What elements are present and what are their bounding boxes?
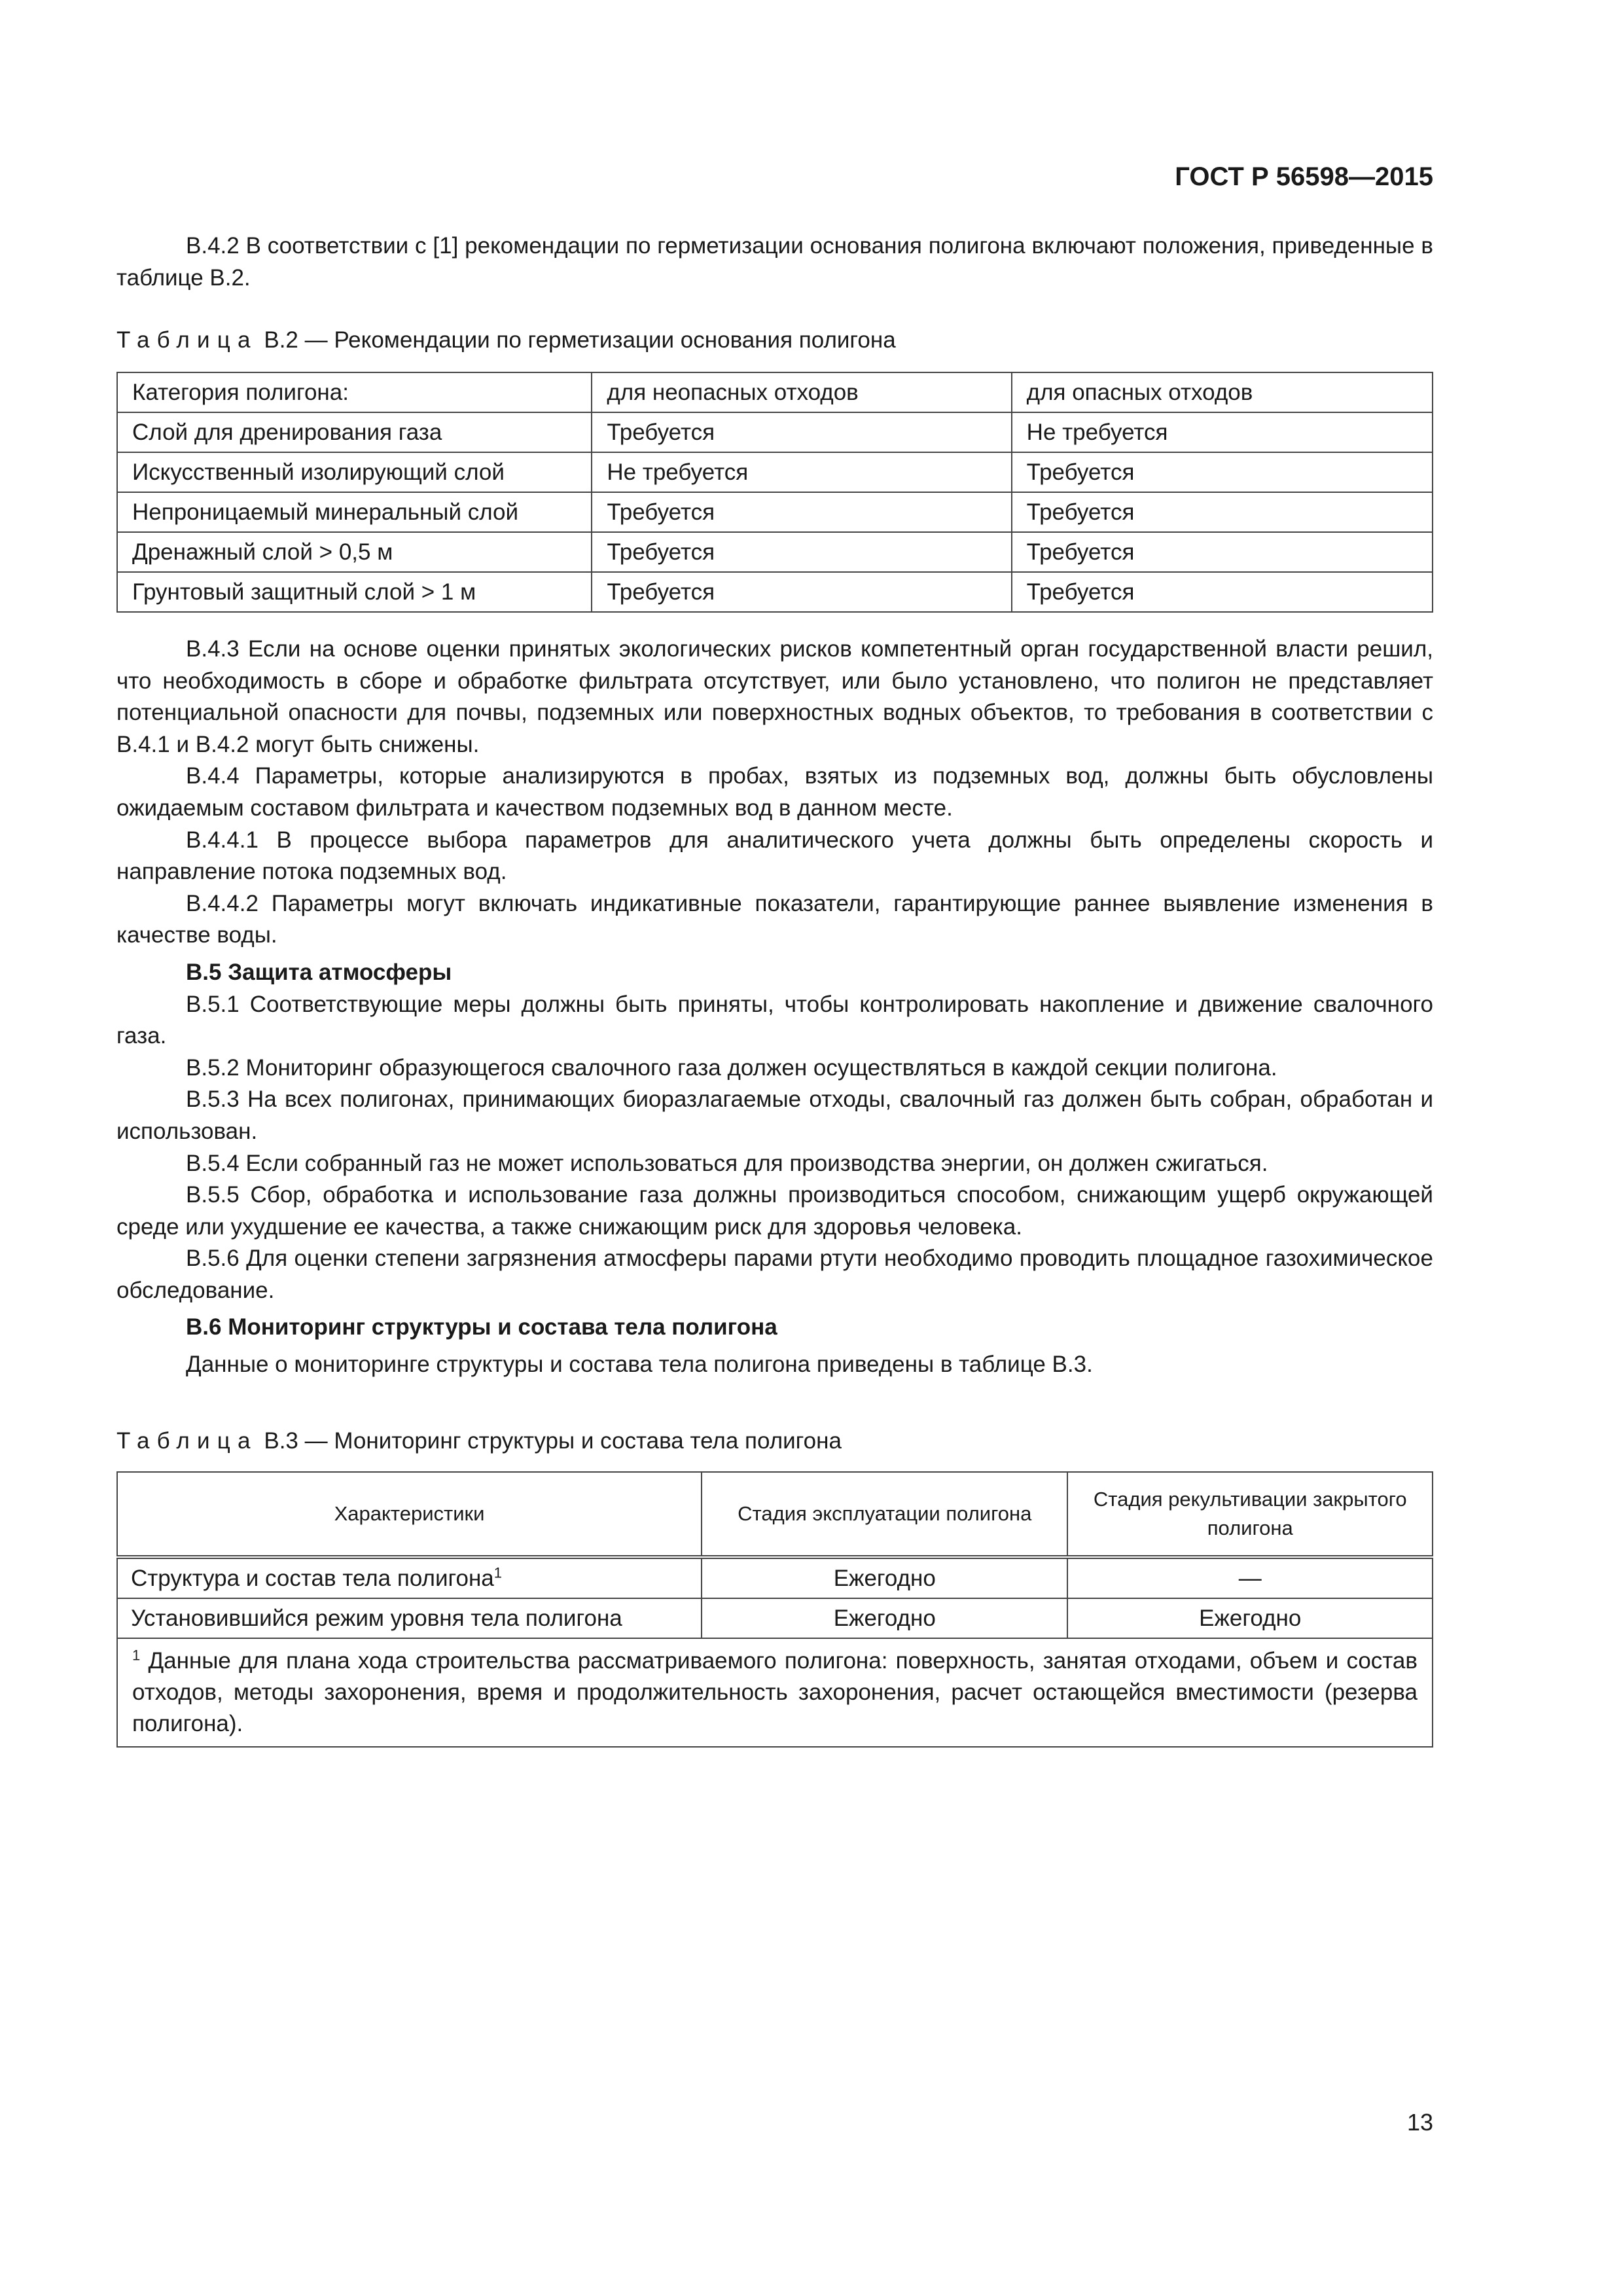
- section-b4-body: [116, 634, 1433, 1381]
- paragraph-b441: В.4.4.1 В процессе выбора параметров для аналитического учета должны быть определены скорость и направление потока подземных вод.: [116, 827, 1433, 885]
- table-header-cell: Стадия рекультивации закрытого полигона: [1067, 1472, 1433, 1557]
- table-cell: Требуется: [592, 572, 1011, 612]
- paragraph-b43: В.4.3 Если на основе оценки принятых экологических рисков компетентный орган государственной власти решил, что необходимость в сборе и обработке фильтрата отсутствует, или было установлено, что полигон не представляет потенциальной опасности для почвы, подземных или поверхностных водных объектов, то требования в соответствии с В.4.1 и В.4.2 могут быть снижены.: [116, 636, 1433, 757]
- table-cell: Требуется: [592, 412, 1011, 452]
- table-b3-caption-prefix: Таблица: [116, 1428, 258, 1454]
- table-cell: Ежегодно: [702, 1598, 1067, 1638]
- paragraph-b44: В.4.4 Параметры, которые анализируются в пробах, взятых из подземных вод, должны быть обусловлены ожидаемым составом фильтрата и качеством подземных вод в данном месте.: [116, 763, 1433, 821]
- table-row: [117, 1557, 1433, 1598]
- table-cell: Категория полигона:: [117, 372, 592, 412]
- table-cell: Требуется: [1012, 492, 1433, 532]
- table-cell: Требуется: [592, 532, 1011, 572]
- paragraph-b6: Данные о мониторинге структуры и состава тела полигона приведены в таблице В.3.: [186, 1352, 1093, 1378]
- table-cell: Требуется: [1012, 532, 1433, 572]
- heading-b5: В.5 Защита атмосферы: [186, 959, 452, 985]
- paragraph-b442: В.4.4.2 Параметры могут включать индикативные показатели, гарантирующие раннее выявление изменения в качестве воды.: [116, 890, 1433, 948]
- table-footnote: [117, 1638, 1433, 1747]
- table-cell: Не требуется: [592, 452, 1011, 492]
- page-number: 13: [1406, 2109, 1433, 2136]
- table-b3-caption: [116, 1426, 842, 1457]
- paragraph-b51: В.5.1 Соответствующие меры должны быть приняты, чтобы контролировать накопление и движение свалочного газа.: [116, 991, 1433, 1049]
- table-cell: Грунтовый защитный слой > 1 м: [117, 572, 592, 612]
- table-cell: Дренажный слой > 0,5 м: [117, 532, 592, 572]
- paragraph-b56: В.5.6 Для оценки степени загрязнения атмосферы парами ртути необходимо проводить площадное газохимическое обследование.: [116, 1246, 1433, 1303]
- table-row: [117, 572, 1433, 612]
- table-cell: Требуется: [592, 492, 1011, 532]
- table-b2-caption-prefix: Таблица: [116, 327, 258, 353]
- paragraph-b53: В.5.3 На всех полигонах, принимающих биоразлагаемые отходы, свалочный газ должен быть собран, обработан и использован.: [116, 1086, 1433, 1144]
- table-cell: Искусственный изолирующий слой: [117, 452, 592, 492]
- document-code: ГОСТ Р 56598—2015: [1175, 162, 1433, 191]
- footnote-ref: 1: [493, 1564, 503, 1581]
- table-cell: для опасных отходов: [1012, 372, 1433, 412]
- table-b3-caption-text: В.3 — Мониторинг структуры и состава тела полигона: [257, 1428, 842, 1454]
- table-b2: [116, 372, 1433, 613]
- table-cell: Требуется: [1012, 452, 1433, 492]
- table-row: [117, 1598, 1433, 1638]
- table-cell: Не требуется: [1012, 412, 1433, 452]
- table-cell: Установившийся режим уровня тела полигона: [117, 1598, 702, 1638]
- table-row: [117, 372, 1433, 412]
- table-header-cell: Характеристики: [117, 1472, 702, 1557]
- table-header-row: [117, 1472, 1433, 1557]
- table-header-cell: Стадия эксплуатации полигона: [702, 1472, 1067, 1557]
- footnote-mark: 1: [132, 1647, 141, 1664]
- table-b3: [116, 1471, 1433, 1748]
- table-footnote-row: [117, 1638, 1433, 1747]
- table-cell: Ежегодно: [1067, 1598, 1433, 1638]
- paragraph-b42: В.4.2 В соответствии с [1] рекомендации по герметизации основания полигона включают положения, приведенные в таблице В.2.: [116, 233, 1433, 291]
- table-row: [117, 412, 1433, 452]
- row-label: Структура и состав тела полигона: [131, 1565, 494, 1591]
- paragraph-b52: В.5.2 Мониторинг образующегося свалочного газа должен осуществляться в каждой секции полигона.: [186, 1054, 1277, 1081]
- table-b2-caption-text: В.2 — Рекомендации по герметизации основания полигона: [257, 327, 896, 353]
- footnote-text: Данные для плана хода строительства рассматриваемого полигона: поверхность, занятая отходами, объем и состав отходов, методы захоронения, время и продолжительность захоронения, расчет остающейся вместимости (резерва полигона).: [132, 1648, 1418, 1736]
- table-cell: —: [1067, 1557, 1433, 1598]
- paragraph-b55: В.5.5 Сбор, обработка и использование газа должны производиться способом, снижающим ущерб окружающей среде или ухудшение ее качества, а также снижающим риск для здоровья человека.: [116, 1182, 1433, 1240]
- table-b2-caption: [116, 325, 896, 356]
- table-cell: Слой для дренирования газа: [117, 412, 592, 452]
- table-row: [117, 532, 1433, 572]
- heading-b6: В.6 Мониторинг структуры и состава тела полигона: [186, 1314, 777, 1340]
- table-cell: Непроницаемый минеральный слой: [117, 492, 592, 532]
- paragraph-b54: В.5.4 Если собранный газ не может использоваться для производства энергии, он должен сжигаться.: [186, 1150, 1268, 1176]
- table-cell: Требуется: [1012, 572, 1433, 612]
- table-cell: для неопасных отходов: [592, 372, 1011, 412]
- table-cell: [117, 1557, 702, 1598]
- table-row: [117, 492, 1433, 532]
- table-cell: Ежегодно: [702, 1557, 1067, 1598]
- table-row: [117, 452, 1433, 492]
